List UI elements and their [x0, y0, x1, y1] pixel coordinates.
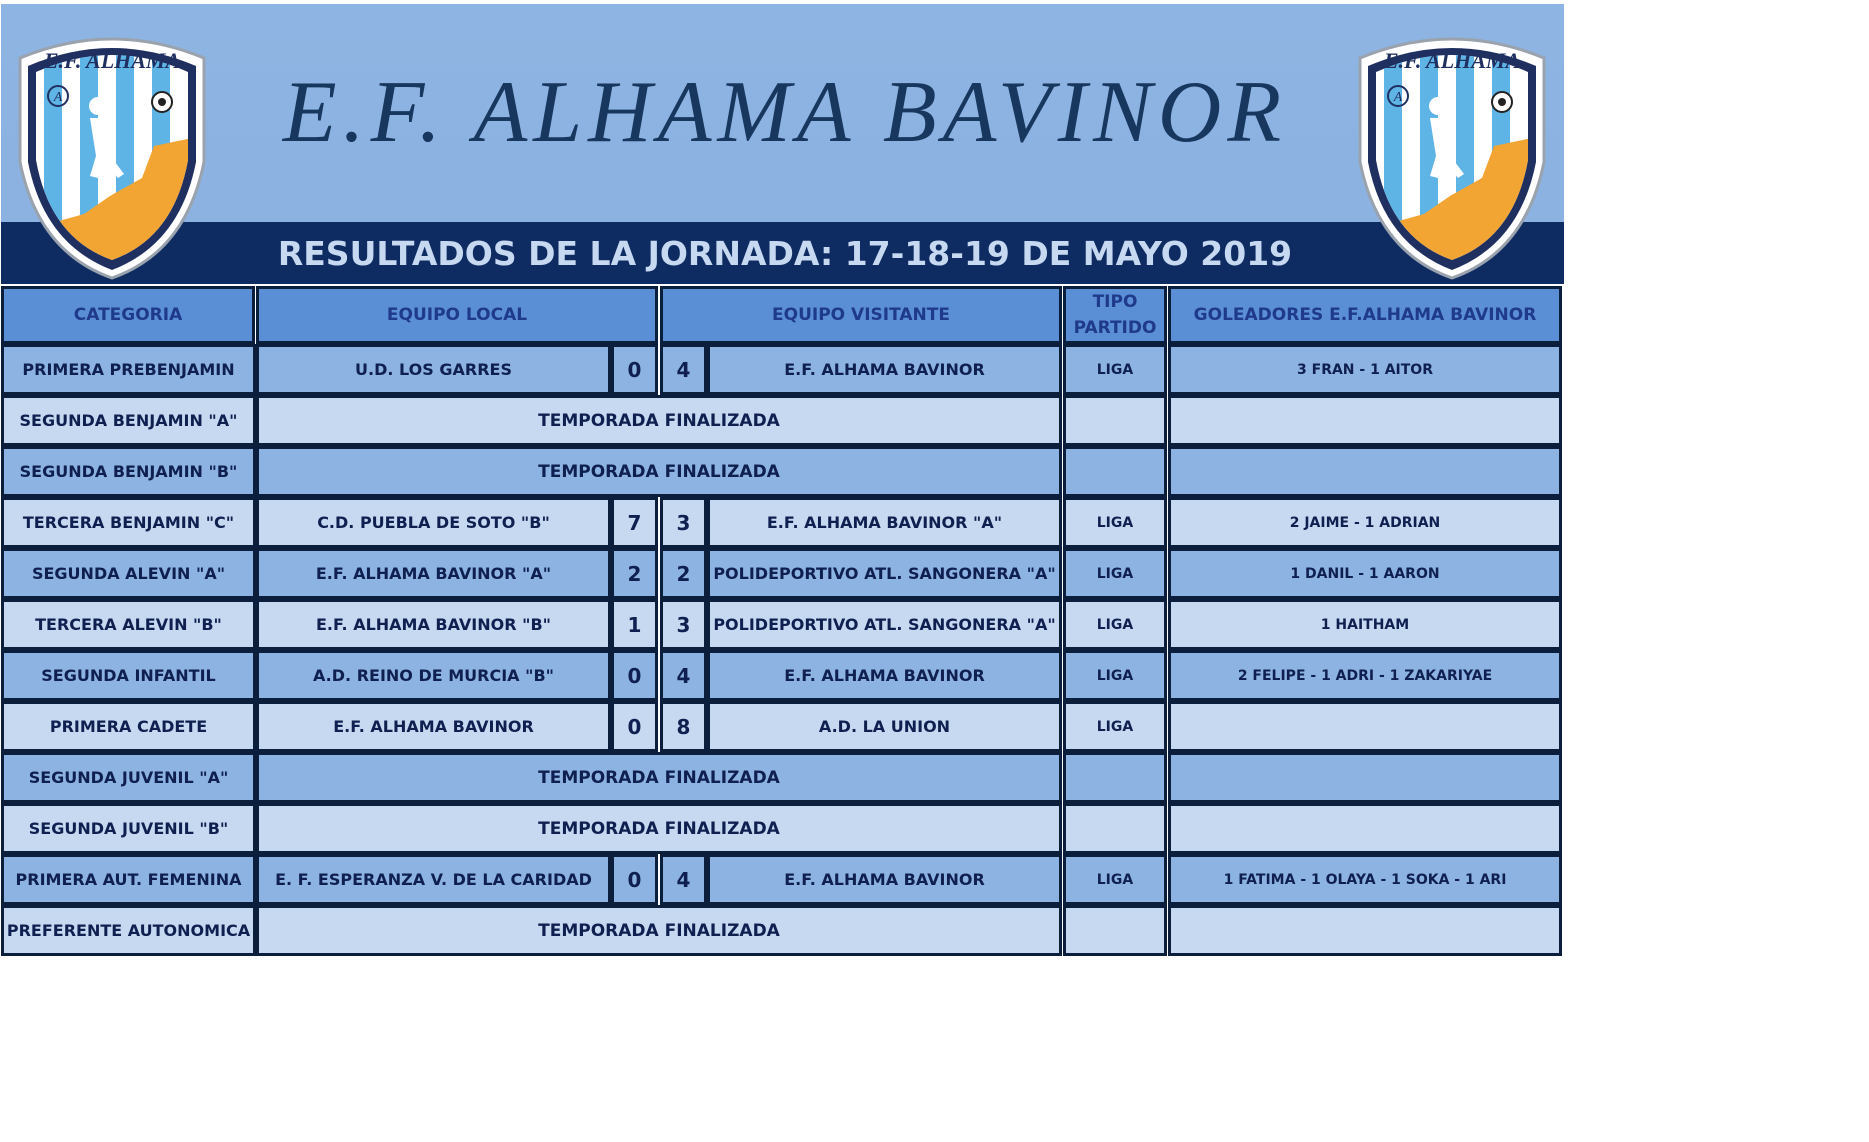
- column-header-categoria: CATEGORIA: [1, 286, 255, 344]
- goleadores-cell: [1168, 752, 1562, 803]
- goles-visitante-cell: 2: [660, 548, 707, 599]
- goleadores-cell: 1 DANIL - 1 AARON: [1168, 548, 1562, 599]
- tipo-partido-cell: [1063, 395, 1167, 446]
- equipo-visitante-cell: E.F. ALHAMA BAVINOR "A": [707, 497, 1062, 548]
- equipo-visitante-cell: E.F. ALHAMA BAVINOR: [707, 854, 1062, 905]
- categoria-cell: SEGUNDA INFANTIL: [1, 650, 256, 701]
- goleadores-cell: [1168, 803, 1562, 854]
- goleadores-cell: [1168, 905, 1562, 956]
- goles-local-cell: 0: [611, 854, 658, 905]
- season-status-cell: TEMPORADA FINALIZADA: [256, 395, 1062, 446]
- categoria-cell: TERCERA BENJAMIN "C": [1, 497, 256, 548]
- goleadores-cell: [1168, 446, 1562, 497]
- tipo-partido-cell: LIGA: [1063, 344, 1167, 395]
- equipo-local-cell: U.D. LOS GARRES: [256, 344, 611, 395]
- goles-local-cell: 0: [611, 701, 658, 752]
- goles-visitante-cell: 4: [660, 344, 707, 395]
- crest-lettering: E.F. ALHAMA: [1383, 48, 1521, 73]
- season-status-cell: TEMPORADA FINALIZADA: [256, 803, 1062, 854]
- categoria-cell: PRIMERA CADETE: [1, 701, 256, 752]
- tipo-partido-cell: [1063, 905, 1167, 956]
- tipo-partido-cell: LIGA: [1063, 650, 1167, 701]
- crest-letter: A: [1393, 90, 1403, 105]
- goles-visitante-cell: 4: [660, 854, 707, 905]
- goles-local-cell: 0: [611, 344, 658, 395]
- categoria-cell: SEGUNDA BENJAMIN "A": [1, 395, 256, 446]
- equipo-local-cell: C.D. PUEBLA DE SOTO "B": [256, 497, 611, 548]
- club-crest-right: [1354, 28, 1550, 280]
- goleadores-cell: 1 FATIMA - 1 OLAYA - 1 SOKA - 1 ARI: [1168, 854, 1562, 905]
- tipo-partido-cell: LIGA: [1063, 497, 1167, 548]
- club-title: E.F. ALHAMA BAVINOR: [282, 64, 1288, 161]
- goles-local-cell: 1: [611, 599, 658, 650]
- crest-letter: A: [53, 90, 63, 105]
- categoria-cell: SEGUNDA ALEVIN "A": [1, 548, 256, 599]
- column-header-goleadores: GOLEADORES E.F.ALHAMA BAVINOR: [1168, 286, 1562, 344]
- categoria-cell: TERCERA ALEVIN "B": [1, 599, 256, 650]
- categoria-cell: PREFERENTE AUTONOMICA: [1, 905, 256, 956]
- equipo-visitante-cell: POLIDEPORTIVO ATL. SANGONERA "A": [707, 548, 1062, 599]
- equipo-visitante-cell: A.D. LA UNION: [707, 701, 1062, 752]
- season-status-cell: TEMPORADA FINALIZADA: [256, 446, 1062, 497]
- categoria-cell: PRIMERA AUT. FEMENINA: [1, 854, 256, 905]
- goles-visitante-cell: 3: [660, 497, 707, 548]
- tipo-partido-cell: LIGA: [1063, 599, 1167, 650]
- goles-local-cell: 2: [611, 548, 658, 599]
- equipo-visitante-cell: E.F. ALHAMA BAVINOR: [707, 344, 1062, 395]
- tipo-partido-cell: LIGA: [1063, 701, 1167, 752]
- equipo-local-cell: E. F. ESPERANZA V. DE LA CARIDAD: [256, 854, 611, 905]
- goles-local-cell: 0: [611, 650, 658, 701]
- equipo-local-cell: E.F. ALHAMA BAVINOR "B": [256, 599, 611, 650]
- categoria-cell: SEGUNDA BENJAMIN "B": [1, 446, 256, 497]
- season-status-cell: TEMPORADA FINALIZADA: [256, 752, 1062, 803]
- equipo-visitante-cell: E.F. ALHAMA BAVINOR: [707, 650, 1062, 701]
- goles-visitante-cell: 3: [660, 599, 707, 650]
- categoria-cell: PRIMERA PREBENJAMIN: [1, 344, 256, 395]
- goleadores-cell: [1168, 701, 1562, 752]
- column-header-tipo-partido: TIPO PARTIDO: [1063, 286, 1167, 344]
- categoria-cell: SEGUNDA JUVENIL "B": [1, 803, 256, 854]
- goleadores-cell: 3 FRAN - 1 AITOR: [1168, 344, 1562, 395]
- tipo-partido-cell: [1063, 446, 1167, 497]
- equipo-local-cell: E.F. ALHAMA BAVINOR "A": [256, 548, 611, 599]
- goles-visitante-cell: 8: [660, 701, 707, 752]
- results-table: [0, 284, 1564, 954]
- goleadores-cell: 1 HAITHAM: [1168, 599, 1562, 650]
- tipo-partido-cell: [1063, 752, 1167, 803]
- crest-lettering: E.F. ALHAMA: [43, 48, 181, 73]
- tipo-partido-cell: LIGA: [1063, 854, 1167, 905]
- goleadores-cell: [1168, 395, 1562, 446]
- column-header-equipo-visitante: EQUIPO VISITANTE: [660, 286, 1062, 344]
- goles-local-cell: 7: [611, 497, 658, 548]
- season-status-cell: TEMPORADA FINALIZADA: [256, 905, 1062, 956]
- equipo-local-cell: A.D. REINO DE MURCIA "B": [256, 650, 611, 701]
- goles-visitante-cell: 4: [660, 650, 707, 701]
- equipo-visitante-cell: POLIDEPORTIVO ATL. SANGONERA "A": [707, 599, 1062, 650]
- categoria-cell: SEGUNDA JUVENIL "A": [1, 752, 256, 803]
- tipo-partido-cell: [1063, 803, 1167, 854]
- matchday-subtitle: RESULTADOS DE LA JORNADA: 17-18-19 DE MAYO 2019: [277, 234, 1293, 273]
- tipo-partido-cell: LIGA: [1063, 548, 1167, 599]
- equipo-local-cell: E.F. ALHAMA BAVINOR: [256, 701, 611, 752]
- goleadores-cell: 2 FELIPE - 1 ADRI - 1 ZAKARIYAE: [1168, 650, 1562, 701]
- column-header-equipo-local: EQUIPO LOCAL: [256, 286, 658, 344]
- club-crest-left: [14, 28, 210, 280]
- goleadores-cell: 2 JAIME - 1 ADRIAN: [1168, 497, 1562, 548]
